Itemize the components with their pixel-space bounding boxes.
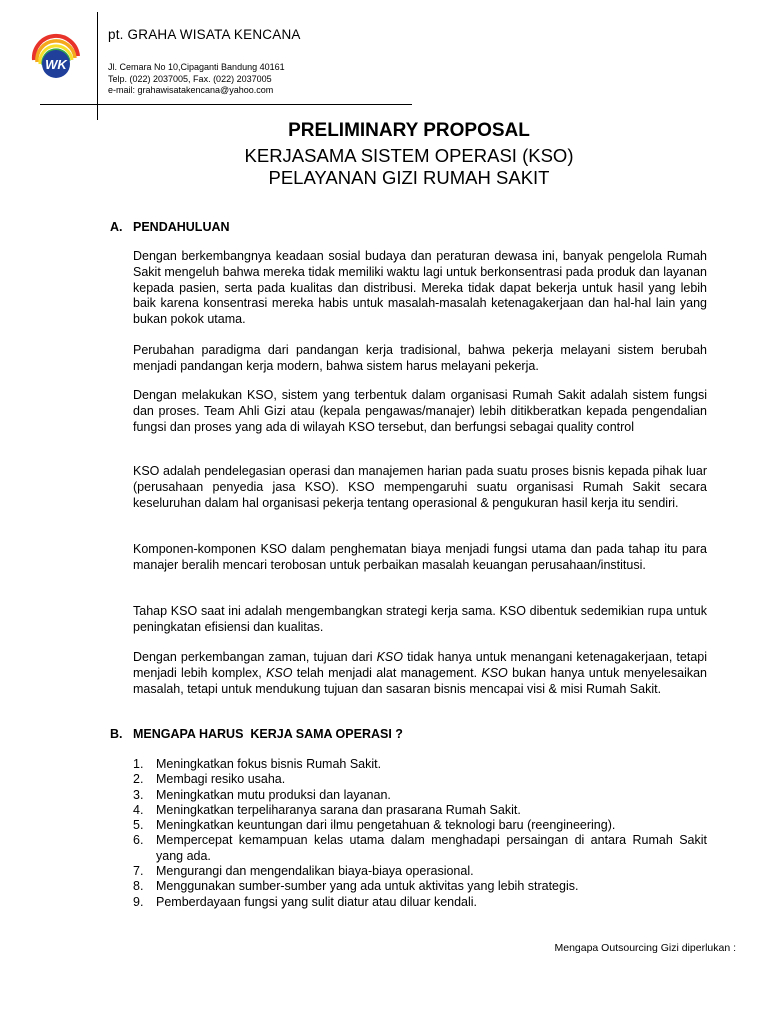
item-number: 5. [133, 818, 144, 833]
paragraph: Komponen-komponen KSO dalam penghematan biaya menjadi fungsi utama dan pada tahap itu para manajer beralih mencari terobosan untuk perbaikan masalah keuangan perusahaan/institusi. [133, 542, 707, 572]
section-a-heading [110, 220, 230, 234]
continuation-note: Mengapa Outsourcing Gizi diperlukan : [554, 942, 736, 954]
section-b-heading [110, 727, 403, 741]
text: bukan hanya untuk menyelesaikan masalah, tetapi untuk mendukung tujuan dan sasaran bisnis mencapai visi & misi Rumah Sakit. [133, 665, 707, 696]
list-item [133, 818, 707, 833]
company-address [108, 62, 285, 97]
text: tidak hanya untuk menangani ketenagakerjaan, tetapi menjadi lebih komplex, [133, 650, 707, 680]
document-title: PRELIMINARY PROPOSAL [288, 120, 530, 141]
item-number: 9. [133, 894, 144, 909]
item-number: 2. [133, 772, 144, 787]
list-item [133, 879, 707, 894]
paragraph: Tahap KSO saat ini adalah mengembangkan strategi kerja sama. KSO dibentuk sedemikian rupa untuk peningkatan efisiensi dan kualitas. [133, 604, 707, 634]
text: telah menjadi alat management. [292, 665, 482, 680]
company-logo [28, 30, 84, 86]
company-name: pt. GRAHA WISATA KENCANA [108, 27, 301, 42]
item-number: 7. [133, 864, 144, 879]
paragraph: Perubahan paradigma dari pandangan kerja tradisional, bahwa pekerja melayani sistem berubah menjadi pandangan kerja modern, bahwa sistem harus melayani pekerja. [133, 343, 707, 373]
item-number: 1. [133, 757, 144, 771]
document-subtitle-2: PELAYANAN GIZI RUMAH SAKIT [268, 167, 550, 188]
item-number: 3. [133, 787, 144, 802]
section-b-label: B. [110, 727, 123, 741]
text: Dengan perkembangan zaman, tujuan dari [133, 650, 377, 664]
kso-term: KSO [266, 665, 293, 680]
address-line: Jl. Cemara No 10,Cipaganti Bandung 40161 [108, 62, 285, 72]
list-item [133, 864, 707, 879]
item-text: Mengurangi dan mengendalikan biaya-biaya operasional. [156, 864, 474, 879]
list-item [133, 788, 707, 803]
item-text: Membagi resiko usaha. [156, 772, 286, 787]
document-subtitle-1: KERJASAMA SISTEM OPERASI (KSO) [244, 145, 574, 166]
list-item [133, 772, 707, 787]
item-number: 4. [133, 802, 144, 817]
list-item [133, 895, 707, 910]
logo-text: WK [45, 57, 67, 72]
kso-term: KSO [481, 665, 508, 680]
item-text: Meningkatkan fokus bisnis Rumah Sakit. [156, 757, 382, 771]
item-number: 6. [133, 833, 144, 848]
paragraph: Dengan melakukan KSO, sistem yang terbentuk dalam organisasi Rumah Sakit adalah sistem fungsi dan proses. Team Ahli Gizi atau (kepala pengawas/manajer) lebih ditikberatkan kepada pengendalian fungsi dan proses yang ada di wilayah KSO tersebut, dan berfungsi sebagai quality control [133, 388, 707, 434]
item-number: 8. [133, 879, 144, 894]
reasons-list [133, 757, 707, 910]
item-text: Meningkatkan mutu produksi dan layanan. [156, 787, 391, 802]
item-text: Meningkatkan terpeliharanya sarana dan prasarana Rumah Sakit. [156, 802, 521, 817]
list-item [133, 833, 707, 864]
section-a-title: PENDAHULUAN [133, 220, 230, 234]
section-b-title: MENGAPA HARUS KERJA SAMA OPERASI ? [133, 727, 403, 741]
phone-line: Telp. (022) 2037005, Fax. (022) 2037005 [108, 73, 272, 84]
section-a-label: A. [110, 220, 123, 234]
list-item [133, 757, 707, 772]
item-text: Meningkatkan keuntungan dari ilmu pengetahuan & teknologi baru (reengineering). [156, 818, 616, 833]
item-text: Mempercepat kemampuan kelas utama dalam menghadapi persaingan di antara Rumah Sakit yang ada. [156, 833, 707, 863]
email-line: e-mail: grahawisatakencana@yahoo.com [108, 85, 274, 95]
item-text: Menggunakan sumber-sumber yang ada untuk aktivitas yang lebih strategis. [156, 879, 579, 894]
paragraph: KSO adalah pendelegasian operasi dan manajemen harian pada suatu proses bisnis kepada pihak luar (perusahaan penyedia jasa KSO). KSO mempengaruhi suatu organisasi Rumah Sakit secara keseluruhan dalam hal organisasi pekerja tentang operasional & pengukuran hasil kerja itu sendiri. [133, 464, 707, 510]
header-divider-horizontal [40, 104, 412, 105]
paragraph-kso [133, 650, 707, 697]
list-item [133, 803, 707, 818]
kso-term: KSO [376, 650, 403, 664]
paragraph: Dengan berkembangnya keadaan sosial budaya dan peraturan dewasa ini, banyak pengelola Rumah Sakit mengeluh bahwa mereka tidak memiliki waktu lagi untuk berkonsentrasi pada produk dan layanan kepada pasien, serta pada kualitas dan distribusi. Mereka tidak dapat bekerja untuk hasil yang lebih baik karena konsentrasi mereka habis untuk masalah-masalah ketenagakerjaan dan hal-hal lain yang bukan pokok utama. [133, 249, 707, 327]
item-text: Pemberdayaan fungsi yang sulit diatur atau diluar kendali. [156, 894, 478, 909]
